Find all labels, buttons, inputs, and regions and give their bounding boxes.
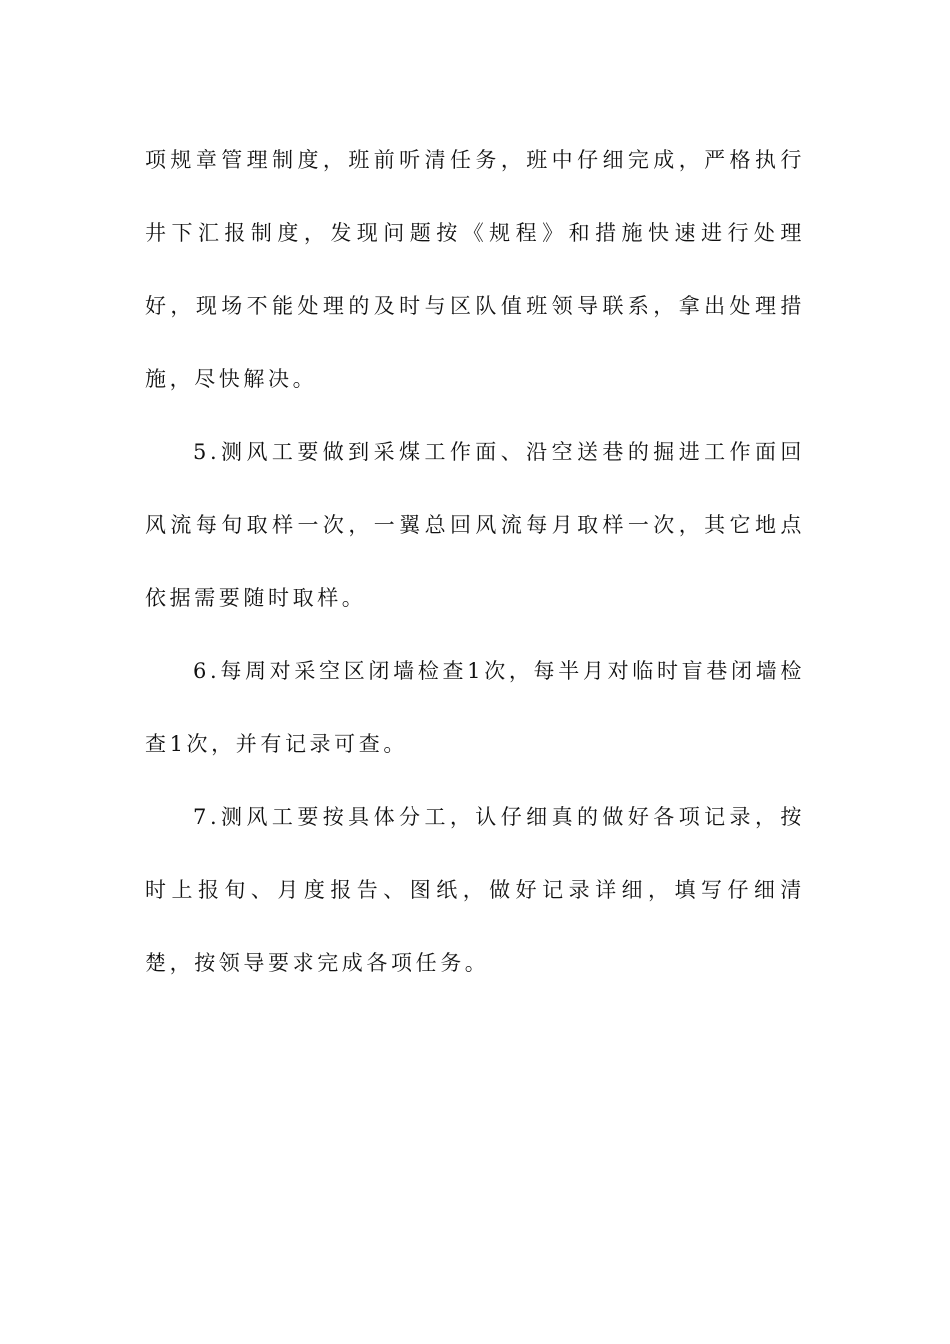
document-body	[145, 124, 805, 1000]
paragraph-continuation: 项规章管理制度，班前听清任务，班中仔细完成，严格执行井下汇报制度，发现问题按《规程》和措施快速进行处理好，现场不能处理的及时与区队值班领导联系，拿出处理措施，尽快解决。	[145, 148, 805, 391]
paragraph-item-6: 6.每周对采空区闭墙检查1次，每半月对临时盲巷闭墙检查1次，并有记录可查。	[145, 659, 805, 756]
paragraph-item-7: 7.测风工要按具体分工，认仔细真的做好各项记录，按时上报旬、月度报告、图纸，做好记录详细，填写仔细清楚，按领导要求完成各项任务。	[145, 805, 805, 975]
paragraph-item-5: 5.测风工要做到采煤工作面、沿空送巷的掘进工作面回风流每旬取样一次，一翼总回风流每月取样一次，其它地点依据需要随时取样。	[145, 440, 805, 610]
